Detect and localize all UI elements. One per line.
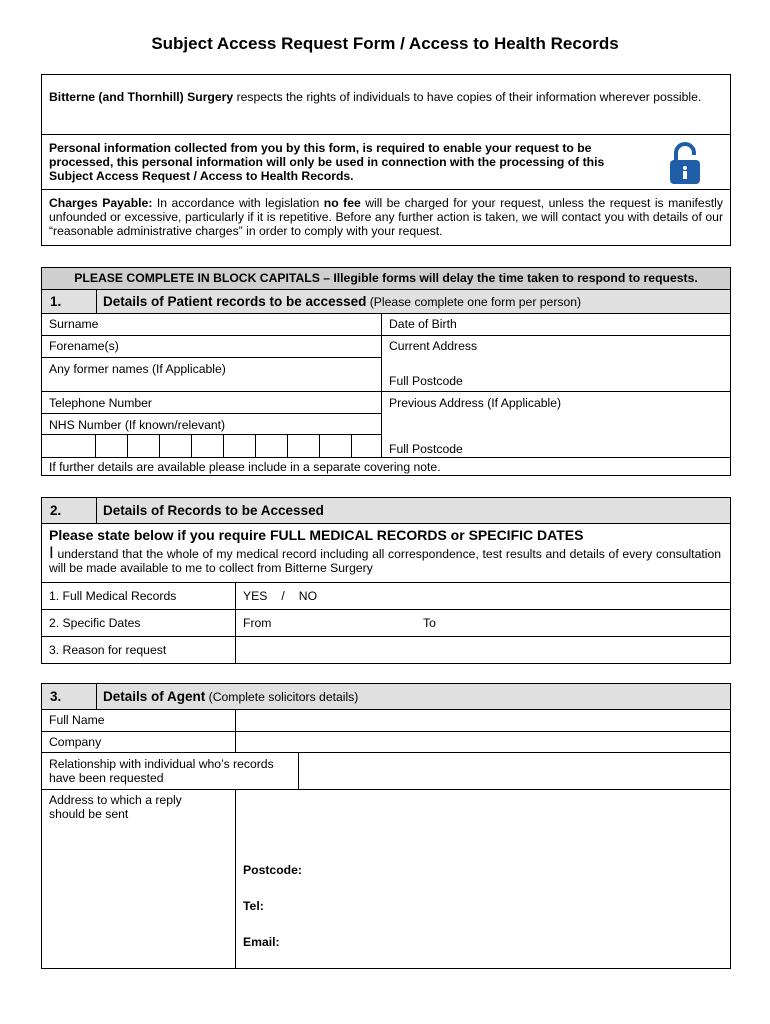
intro-privacy-paragraph: Personal information collected from you by this form, is required to enable your request to be processed, this personal information will only be used in connection with the processing of this Subject Access Request / Access to Health Records.: [42, 134, 730, 189]
to-date-field[interactable]: To: [423, 616, 436, 630]
charges-text-c: will be charged for your request, unless the request is manifestly unfounded or excessive, particularly if it is repetitive. Before any further action is taken, we will contact you with details of our “reasonable administrative charges” in order to comply with your request.: [49, 196, 723, 238]
page-title: Subject Access Request Form / Access to Health Records: [151, 34, 619, 53]
date-of-birth-field[interactable]: Date of Birth: [389, 317, 457, 331]
section-heading-note: (Complete solicitors details): [205, 690, 359, 704]
agent-company-label: Company: [49, 735, 102, 749]
section-2-records: [41, 497, 731, 664]
reply-address-label: Address to which a reply should be sent: [49, 793, 182, 821]
option-separator: /: [281, 589, 285, 603]
intro-charges-paragraph: [42, 189, 730, 245]
reason-for-request-label: 3. Reason for request: [49, 643, 167, 657]
postcode-label: Postcode:: [243, 863, 302, 877]
forenames-field[interactable]: Forename(s): [49, 339, 119, 353]
section-1-header: [42, 290, 730, 314]
understand-initial: I: [49, 543, 54, 562]
section-heading: Details of Patient records to be accessed: [103, 294, 367, 309]
full-postcode-field-1[interactable]: Full Postcode: [389, 374, 463, 388]
block-capitals-banner: PLEASE COMPLETE IN BLOCK CAPITALS – Illegible forms will delay the time taken to respond to requests.: [42, 268, 730, 290]
charges-text-a: In accordance with legislation: [152, 196, 324, 210]
relationship-field[interactable]: [299, 752, 730, 789]
full-postcode-field-2[interactable]: Full Postcode: [389, 442, 463, 456]
agent-company-field[interactable]: [236, 731, 730, 752]
full-medical-records-label: 1. Full Medical Records: [49, 589, 177, 603]
from-date-field[interactable]: From: [243, 616, 272, 630]
agent-full-name-label: Full Name: [49, 713, 105, 727]
no-fee-text: no fee: [323, 196, 361, 210]
intro-rights-text: respects the rights of individuals to have copies of their information wherever possible.: [233, 90, 702, 104]
no-option[interactable]: NO: [298, 589, 318, 603]
section-number: 1.: [42, 290, 97, 313]
yes-no-choice[interactable]: [236, 589, 317, 603]
reply-address-field[interactable]: [236, 789, 730, 968]
section-2-header: [42, 498, 730, 524]
section-heading: Details of Agent: [103, 689, 206, 704]
former-names-field[interactable]: Any former names (If Applicable): [49, 362, 226, 376]
surname-field[interactable]: Surname: [49, 317, 99, 331]
unlocked-padlock-icon: [667, 141, 703, 185]
section-3-header: [42, 684, 730, 710]
specific-dates-label: 2. Specific Dates: [49, 616, 141, 630]
reason-for-request-field[interactable]: [236, 636, 730, 663]
yes-option[interactable]: YES: [243, 589, 268, 603]
email-label: Email:: [243, 935, 280, 949]
section-1-patient-details: [41, 267, 731, 476]
section-number: 2.: [42, 498, 97, 523]
section-number: 3.: [42, 684, 97, 709]
telephone-field[interactable]: Telephone Number: [49, 396, 152, 410]
agent-full-name-field[interactable]: [236, 709, 730, 731]
section-3-agent: [41, 683, 731, 969]
further-details-note: If further details are available please include in a separate covering note.: [49, 460, 441, 474]
intro-rights-paragraph: [42, 75, 730, 134]
intro-box: [41, 74, 731, 246]
charges-label: Charges Payable:: [49, 196, 153, 210]
understand-statement: [42, 543, 728, 575]
previous-address-field[interactable]: Previous Address (If Applicable): [389, 396, 562, 410]
current-address-field[interactable]: Current Address: [389, 339, 478, 353]
tel-label: Tel:: [243, 899, 264, 913]
section-heading-note: (Please complete one form per person): [366, 295, 582, 309]
relationship-label: Relationship with individual who’s records have been requested: [49, 757, 274, 785]
records-subheading: Please state below if you require FULL MEDICAL RECORDS or SPECIFIC DATES: [49, 527, 584, 543]
understand-text: understand that the whole of my medical record including all correspondence, test results and details of every consultation will be made available to me to collect from Bitterne Surgery: [49, 547, 721, 575]
surgery-name: Bitterne (and Thornhill) Surgery: [49, 90, 234, 104]
nhs-number-label: NHS Number (If known/relevant): [49, 418, 226, 432]
section-heading: Details of Records to be Accessed: [103, 503, 324, 518]
